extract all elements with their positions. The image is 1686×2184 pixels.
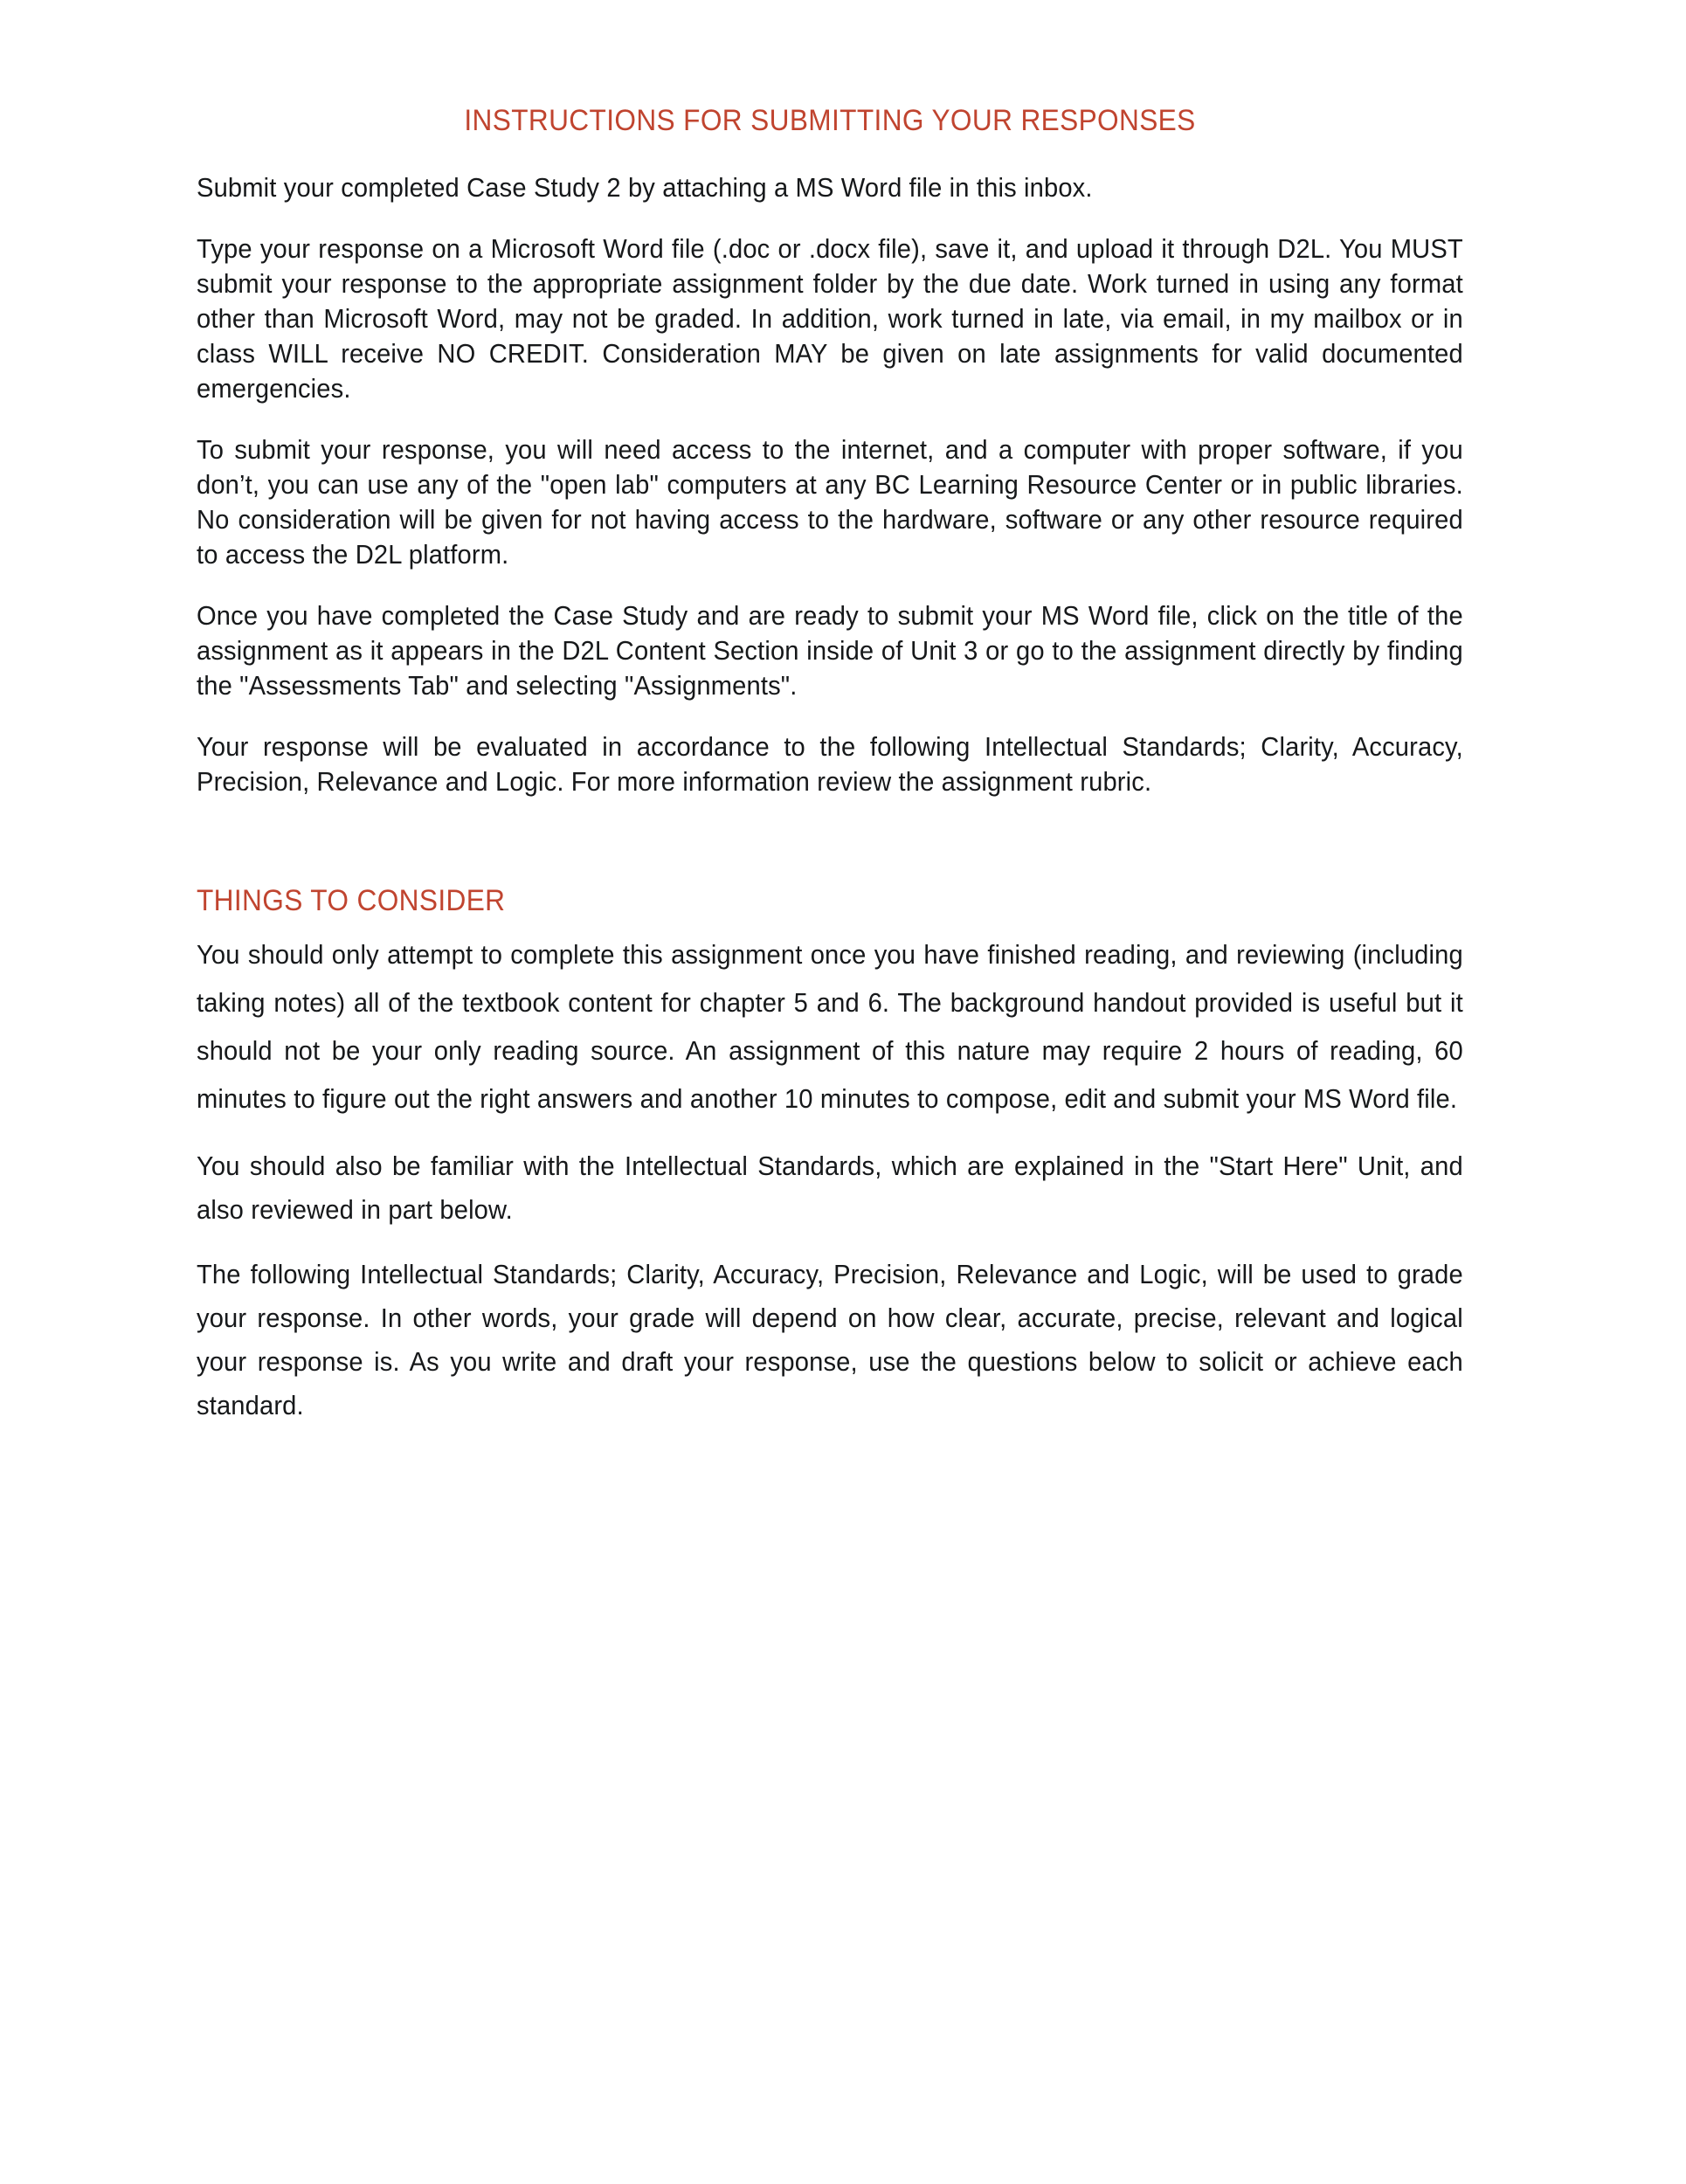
page-title: INSTRUCTIONS FOR SUBMITTING YOUR RESPONSES: [464, 104, 1196, 137]
instructions-paragraph-1: Submit your completed Case Study 2 by attaching a MS Word file in this inbox.: [197, 172, 1093, 203]
section-heading-things-to-consider: THINGS TO CONSIDER: [197, 883, 506, 917]
paragraph-spacer: [197, 406, 1463, 432]
section-spacer: [197, 799, 1463, 883]
things-to-consider-paragraph-1: You should only attempt to complete this assignment once you have finished reading, and reviewing (including taking notes) all of the textbook content for chapter 5 and 6. The background handout provided is useful but it should not be your only reading source. An assignment of this nature may require 2 hours of reading, 60 minutes to figure out the right answers and another 10 minutes to compose, edit and submit your MS Word file.: [197, 939, 1463, 1114]
instructions-paragraph-3: To submit your response, you will need access to the internet, and a computer with proper software, if you don’t, you can use any of the "open lab" computers at any BC Learning Resource Center or in public libraries. No consideration will be given for not having access to the hardware, software or any other resource required to access the D2L platform.: [197, 434, 1463, 570]
instructions-paragraph-5: Your response will be evaluated in accordance to the following Intellectual Standards; Clarity, Accuracy, Precision, Relevance and Logic. For more information review the assignment rubric.: [197, 731, 1463, 797]
paragraph-spacer: [197, 205, 1463, 232]
spacer-after-section-heading: [197, 919, 1463, 931]
things-to-consider-paragraph-2: You should also be familiar with the Intellectual Standards, which are explained in the "Start Here" Unit, and also reviewed in part below.: [197, 1151, 1463, 1225]
spacer-after-title: [197, 139, 1463, 170]
instructions-paragraph-4: Once you have completed the Case Study and are ready to submit your MS Word file, click on the title of the assignment as it appears in the D2L Content Section inside of Unit 3 or go to the assignment directly by finding the "Assessments Tab" and selecting "Assignments".: [197, 600, 1463, 701]
paragraph-spacer: [197, 703, 1463, 729]
document-content: [197, 0, 1463, 1427]
instructions-paragraph-2: Type your response on a Microsoft Word file (.doc or .docx file), save it, and upload it through D2L. You MUST submit your response to the appropriate assignment folder by the due date. Work turned in using any format other than Microsoft Word, may not be graded. In addition, work turned in late, via email, in my mailbox or in class WILL receive NO CREDIT. Consideration MAY be given on late assignments for valid documented emergencies.: [197, 233, 1463, 404]
paragraph-spacer: [197, 572, 1463, 598]
paragraph-spacer: [197, 1123, 1463, 1144]
things-to-consider-paragraph-3: The following Intellectual Standards; Clarity, Accuracy, Precision, Relevance and Logic, will be used to grade your response. In other words, your grade will depend on how clear, accurate, precise, relevant and logical your response is. As you write and draft your response, use the questions below to solicit or achieve each standard.: [197, 1259, 1463, 1420]
paragraph-spacer: [197, 1232, 1463, 1253]
